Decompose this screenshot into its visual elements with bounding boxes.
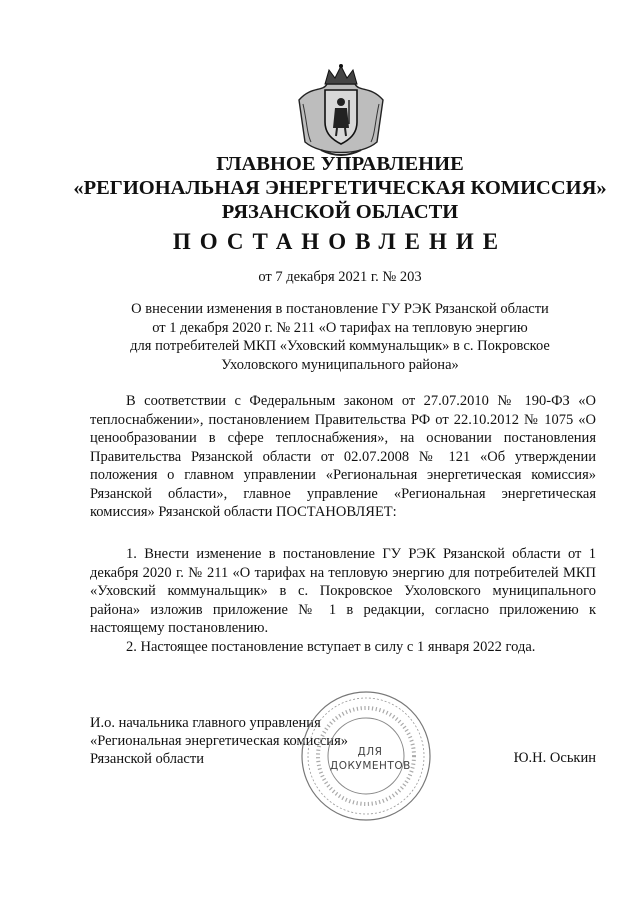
org-line-3: РЯЗАНСКОЙ ОБЛАСТИ — [221, 201, 459, 223]
document-date: от 7 декабря 2021 г. № 203 — [258, 269, 422, 285]
item-2-text: 2. Настоящее постановление вступает в силу с 1 января 2022 года. — [126, 638, 536, 655]
org-line-2: «РЕГИОНАЛЬНАЯ ЭНЕРГЕТИЧЕСКАЯ КОМИССИЯ» — [73, 177, 607, 199]
document-title: ПОСТАНОВЛЕНИЕ — [172, 229, 508, 254]
resolution-item-2 — [90, 638, 596, 657]
subject-line-3: для потребителей МКП «Уховский коммунальщик» в с. Покровское — [130, 338, 550, 354]
position-line-3: Рязанской области — [90, 751, 204, 767]
stamp-text — [330, 745, 410, 773]
stamp-text-line-2: ДОКУМЕНТОВ — [330, 760, 411, 772]
preamble-text: В соответствии с Федеральным законом от 27.07.2010 № 190-ФЗ «О теплоснабжении», постановлением Правительства РФ от 22.10.2012 № 1075 «О ценообразовании в сфере теплоснабжения», на основании постановления Правительства Рязанской области от 02.07.2008 № 121 «Об утверждении положения о главном управлении «Региональная энергетическая комиссия» Рязанской области», главное управление «Региональная энергетическая комиссия» Рязанской области ПОСТАНОВЛЯЕТ: — [90, 393, 596, 520]
document-subject — [60, 300, 620, 374]
org-line-1: ГЛАВНОЕ УПРАВЛЕНИЕ — [216, 153, 464, 175]
ryazan-coat-of-arms-icon — [291, 62, 391, 162]
stamp-text-line-1: ДЛЯ — [357, 746, 383, 758]
item-1-text: 1. Внести изменение в постановление ГУ РЭК Рязанской области от 1 декабря 2020 г. № 211 «О тарифах на тепловую энергию для потребителей МКП «Уховский коммунальщик» в с. Покровское Ухоловского муниципального района» изложив приложение № 1 в редакции, согласно приложению к настоящему постановлению. — [90, 546, 596, 636]
subject-line-2: от 1 декабря 2020 г. № 211 «О тарифах на тепловую энергию — [152, 319, 528, 336]
preamble-paragraph — [90, 392, 596, 522]
resolution-item-1 — [90, 545, 596, 638]
position-line-2: «Региональная энергетическая комиссия» — [90, 733, 348, 749]
position-line-1: И.о. начальника главного управления — [90, 715, 321, 731]
organization-name — [60, 152, 620, 224]
subject-line-4: Ухоловского муниципального района» — [221, 356, 459, 373]
signatory-name: Ю.Н. Оськин — [513, 750, 596, 766]
resolution-items — [90, 545, 596, 656]
subject-line-1: О внесении изменения в постановление ГУ РЭК Рязанской области — [131, 301, 549, 317]
